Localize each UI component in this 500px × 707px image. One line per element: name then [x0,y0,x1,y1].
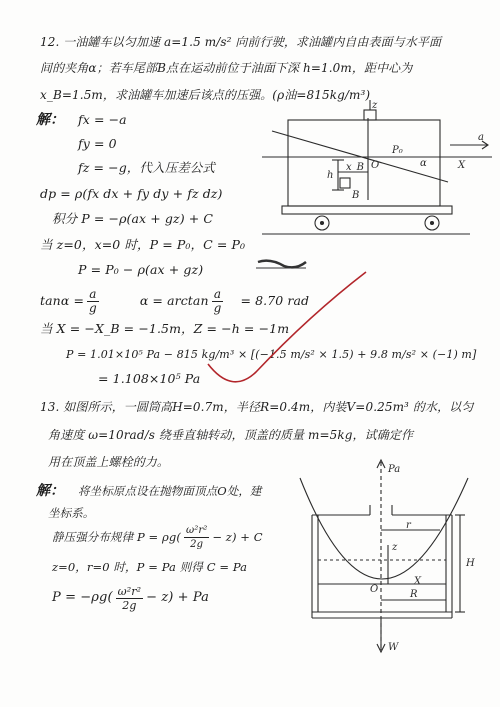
eq-pressure-law [52,522,263,552]
eq-p-calc: P = 1.01×10⁵ Pa − 815 kg/m³ × [(−1.5 m/s² × 1.5) + 9.8 m/s² × (−1) m] [66,348,477,361]
alpha-fraction [212,288,224,315]
label-z: z [372,100,378,111]
problem12-solution-label: 解： [36,112,65,128]
label-xb: x_B [346,162,364,173]
problem13-line3: 用在顶盖上螺栓的力。 [48,455,170,469]
eq-final-pressure [52,582,209,614]
truck-chassis [282,206,452,214]
label-x: X [458,160,466,171]
label-h: h [327,170,334,181]
label-o2: O [370,584,379,595]
law-lhs: 静压强分布规律 P = ρg( [52,530,181,544]
tank-body [288,120,440,206]
tan-denominator: g [89,300,97,315]
problem13-line2: 角速度 ω=10rad/s 绕垂直轴转动，顶盖的质量 m=5kg，试确定作 [48,428,414,442]
point-b [340,178,350,188]
final-rhs: − z) + Pa [146,590,210,605]
eq-p-result: = 1.108×10⁵ Pa [98,371,201,386]
label-x2: X [414,576,422,587]
problem12-line2: 间的夹角α；若车尾部B点在运动前位于油面下深 h=1.0m，距中心为 [40,61,413,75]
eq-fx: fx = −a [78,112,127,127]
final-numerator: ω²r² [117,584,142,598]
scribble-strikeout [258,261,306,268]
alpha-value: = 8.70 rad [240,293,310,308]
free-surface [272,131,448,182]
law-fraction [184,524,209,551]
label-R: R [410,589,418,600]
law-numerator: ω²r² [185,524,208,536]
label-w: W [388,642,399,653]
tank-vent [364,110,376,120]
problem13-sol1: 将坐标原点设在抛物面顶点O处，建 [78,484,262,498]
law-denominator: 2g [190,538,204,550]
problem12-line3: x_B=1.5m，求油罐车加速后该点的压强。(ρ油=815kg/m³) [40,88,371,102]
tan-lhs: tanα = [40,293,85,308]
final-denominator: 2g [122,598,137,612]
eq-xb: 当 X = −X_B = −1.5m，Z = −h = −1m [40,321,290,336]
problem13-line1: 13. 如图所示，一圆筒高H=0.7m，半径R=0.4m，内装V=0.25m³ 的水，以匀 [40,400,474,414]
eq-dp: dp = ρ(fx dx + fy dy + fz dz) [40,186,223,201]
eq-result-p: P = P₀ − ρ(ax + gz) [78,262,204,277]
alpha-denominator: g [213,300,222,315]
label-pa: Pa [388,464,401,475]
eq-fz: fz = −g，代入压差公式 [78,160,216,175]
final-fraction [116,585,143,612]
wheel-right [425,216,439,230]
eq-fy: fy = 0 [78,136,117,151]
problem13-solution-label: 解： [36,483,65,499]
alpha-numerator: a [212,288,224,302]
label-b: B [352,190,360,201]
label-o: O [371,160,380,171]
tan-fraction [87,288,99,315]
tan-numerator: a [87,288,99,302]
label-alpha: α [420,158,427,169]
eq-condition: z=0，r=0 时，P = Pa 则得 C = Pa [52,560,248,574]
law-rhs: − z) + C [212,530,263,544]
label-a: a [478,132,484,143]
eq-integrate: 积分 P = −ρ(ax + gz) + C [52,211,214,226]
alpha-lhs: α = arctan [139,293,209,308]
label-z2: z [392,542,398,553]
eq-boundary: 当 z=0，x=0 时，P = P₀，C = P₀ [40,237,246,252]
eq-tan-alpha [40,286,309,316]
label-p0: P₀ [392,145,403,156]
paraboloid-surface [300,478,468,579]
label-H: H [466,558,475,569]
problem12-line1: 12. 一油罐车以匀加速 a=1.5 m/s² 向前行驶，求油罐内自由表面与水平面 [40,35,442,49]
label-r: r [406,520,411,531]
problem13-sol2: 坐标系。 [48,506,95,520]
final-lhs: P = −ρg( [52,590,113,605]
wheel-left [315,216,329,230]
